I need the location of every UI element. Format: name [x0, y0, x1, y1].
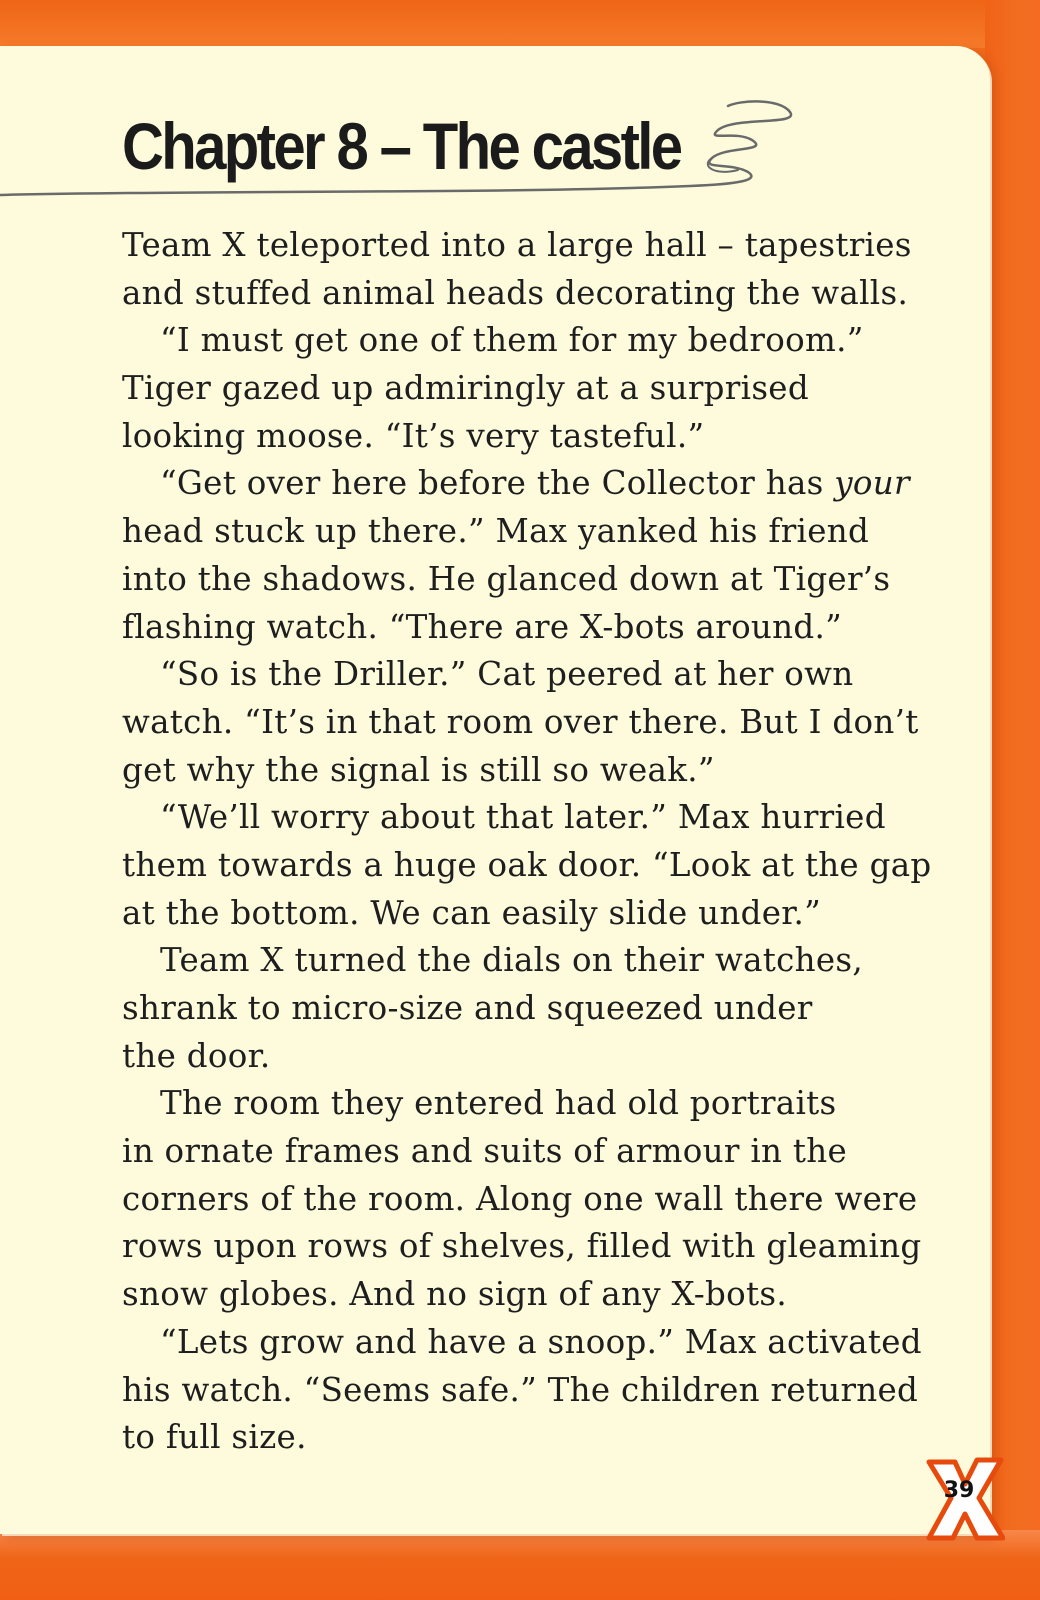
body-line	[122, 1128, 952, 1176]
body-line-text: looking moose. “It’s very tasteful.”	[122, 416, 705, 455]
body-line	[122, 270, 952, 318]
page-frame-top	[0, 0, 1040, 48]
page-frame-bottom	[0, 1530, 1040, 1600]
body-line	[122, 985, 952, 1033]
body-line-text: rows upon rows of shelves, filled with gleaming	[122, 1227, 922, 1266]
body-line-text: head stuck up there.” Max yanked his friend	[122, 512, 870, 551]
body-line-text: his watch. “Seems safe.” The children returned	[122, 1370, 919, 1409]
body-line	[122, 604, 952, 652]
body-line-text: at the bottom. We can easily slide under.”	[122, 893, 822, 932]
body-line	[122, 1080, 952, 1128]
body-line	[122, 699, 952, 747]
body-line-text: The room they entered had old portraits	[160, 1084, 837, 1123]
body-line	[122, 794, 952, 842]
body-line	[122, 222, 952, 270]
body-line-text: Team X teleported into a large hall – tapestries	[122, 226, 912, 264]
body-line-text: the door.	[122, 1036, 271, 1075]
body-line-text: watch. “It’s in that room over there. But I don’t	[122, 702, 919, 741]
body-line-text: “I must get one of them for my bedroom.”	[160, 321, 864, 360]
body-line	[122, 413, 952, 461]
page-frame-right	[985, 0, 1040, 1600]
body-line	[122, 508, 952, 556]
body-line	[122, 1414, 952, 1462]
body-line	[122, 1223, 952, 1271]
body-line	[122, 365, 952, 413]
chapter-title: Chapter 8 – The castle	[122, 109, 681, 183]
body-line-text: into the shadows. He glanced down at Tiger’s	[122, 559, 891, 598]
body-line	[122, 1319, 952, 1367]
body-line-text: get why the signal is still so weak.”	[122, 750, 715, 789]
body-line-text: them towards a huge oak door. “Look at the gap	[122, 845, 932, 884]
body-line-text: flashing watch. “There are X-bots around.”	[122, 607, 843, 646]
emphasis-word: your	[834, 464, 910, 503]
body-line-text: Team X turned the dials on their watches,	[160, 941, 863, 980]
body-text	[122, 222, 952, 1462]
body-line-text: shrank to micro-size and squeezed under	[122, 989, 813, 1027]
body-line-text: “We’ll worry about that later.” Max hurried	[160, 798, 886, 837]
body-line-text: “Get over here before the Collector has	[160, 464, 835, 503]
body-line-text: in ornate frames and suits of armour in the	[122, 1132, 848, 1171]
body-line-text: corners of the room. Along one wall there were	[122, 1179, 918, 1218]
body-line-text: “Lets grow and have a snoop.” Max activated	[160, 1322, 922, 1361]
body-line	[122, 1367, 952, 1415]
body-line	[122, 556, 952, 604]
body-line	[122, 317, 952, 365]
body-line	[122, 937, 952, 985]
body-line-text: and stuffed animal heads decorating the walls.	[122, 273, 909, 312]
body-line	[122, 1176, 952, 1224]
body-line	[122, 460, 952, 508]
body-line-text: snow globes. And no sign of any X-bots.	[122, 1275, 788, 1314]
body-line-text: Tiger gazed up admiringly at a surprised	[122, 369, 809, 408]
body-line	[122, 890, 952, 938]
body-line	[122, 747, 952, 795]
body-line	[122, 842, 952, 890]
body-line-text: to full size.	[122, 1418, 307, 1457]
body-line	[122, 651, 952, 699]
page-number: 39	[943, 1478, 975, 1503]
body-line	[122, 1033, 952, 1081]
body-line	[122, 1271, 952, 1319]
body-line-text: “So is the Driller.” Cat peered at her own	[160, 655, 854, 694]
